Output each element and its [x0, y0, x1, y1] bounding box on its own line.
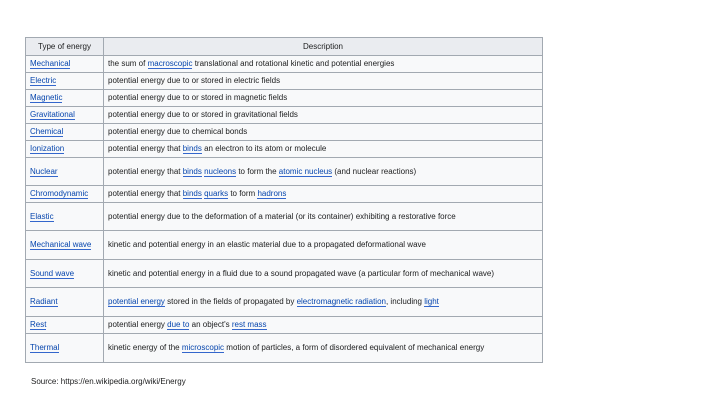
description-text: potential energy	[108, 320, 168, 329]
table-row	[26, 141, 543, 158]
description-text: potential energy due to or stored in magnetic fields	[108, 93, 288, 102]
energy-type-link[interactable]: Mechanical	[30, 59, 71, 68]
header-description: Description	[104, 38, 543, 56]
energy-type-link[interactable]: Magnetic	[30, 93, 63, 102]
description-link[interactable]: quarks	[204, 189, 229, 198]
source-citation: Source: https://en.wikipedia.org/wiki/Energy	[31, 377, 186, 386]
energy-type-cell	[26, 107, 104, 124]
description-text: motion of particles, a form of disordered equivalent of mechanical energy	[224, 343, 485, 352]
energy-type-cell	[26, 158, 104, 186]
description-text: stored in the fields of propagated by	[164, 297, 297, 306]
description-cell	[104, 56, 543, 73]
description-link[interactable]: binds	[182, 144, 202, 153]
description-cell	[104, 288, 543, 317]
description-text: an electron to its atom or molecule	[201, 144, 327, 153]
energy-type-link[interactable]: Sound wave	[30, 268, 75, 278]
energy-type-link[interactable]: Electric	[30, 76, 57, 85]
description-text: potential energy due to or stored in electric fields	[108, 76, 281, 85]
table-row	[26, 73, 543, 90]
energy-type-link[interactable]: Chromodynamic	[30, 189, 89, 198]
energy-types-table	[25, 37, 543, 363]
description-text: kinetic energy of the	[108, 343, 182, 352]
table-row	[26, 90, 543, 107]
description-text: potential energy due to or stored in gravitational fields	[108, 110, 298, 119]
description-cell	[104, 158, 543, 186]
table-row	[26, 231, 543, 260]
table-row	[26, 124, 543, 141]
description-cell	[104, 73, 543, 90]
energy-type-link[interactable]: Radiant	[30, 297, 58, 306]
energy-type-cell	[26, 90, 104, 107]
energy-type-link[interactable]: Ionization	[30, 144, 65, 153]
energy-type-link[interactable]: Mechanical wave	[30, 240, 92, 249]
energy-type-link[interactable]: Thermal	[30, 343, 60, 352]
description-link[interactable]: light	[424, 297, 439, 306]
energy-type-link[interactable]: Chemical	[30, 127, 64, 136]
description-text: kinetic and potential energy in a fluid due to a sound propagated wave (a particular form of mechanical wave)	[108, 268, 495, 278]
description-text: potential energy due to the deformation of a material (or its container) exhibiting a restorative force	[108, 211, 456, 221]
table-row	[26, 158, 543, 186]
energy-type-link[interactable]: Elastic	[30, 211, 54, 221]
description-link[interactable]: due to	[167, 320, 190, 329]
table-row	[26, 334, 543, 363]
description-text: translational and rotational kinetic and potential energies	[192, 59, 395, 68]
description-link[interactable]: microscopic	[181, 343, 225, 352]
energy-type-cell	[26, 186, 104, 203]
table-row	[26, 186, 543, 203]
table-row	[26, 288, 543, 317]
energy-type-cell	[26, 73, 104, 90]
table-row	[26, 203, 543, 231]
description-link[interactable]: nucleons	[204, 166, 237, 176]
description-text: , including	[385, 297, 425, 306]
header-type-of-energy: Type of energy	[26, 38, 104, 56]
description-cell	[104, 260, 543, 288]
table-row	[26, 107, 543, 124]
description-link[interactable]: binds	[182, 189, 202, 198]
energy-type-cell	[26, 56, 104, 73]
table-row	[26, 317, 543, 334]
description-cell	[104, 334, 543, 363]
energy-type-link[interactable]: Rest	[30, 320, 47, 329]
description-link[interactable]: hadrons	[257, 189, 287, 198]
description-link[interactable]: atomic nucleus	[278, 166, 333, 176]
description-text: potential energy that	[108, 144, 183, 153]
description-text: to form	[228, 189, 258, 198]
description-cell	[104, 107, 543, 124]
energy-type-cell	[26, 203, 104, 231]
table-row	[26, 56, 543, 73]
description-text: kinetic and potential energy in an elastic material due to a propagated deformational wave	[108, 240, 426, 249]
description-link[interactable]: binds	[182, 166, 202, 176]
description-text: to form the	[236, 166, 279, 176]
energy-type-link[interactable]: Gravitational	[30, 110, 75, 119]
description-cell	[104, 231, 543, 260]
energy-type-cell	[26, 260, 104, 288]
description-text: (and nuclear reactions)	[332, 166, 417, 176]
table-row	[26, 260, 543, 288]
description-cell	[104, 90, 543, 107]
description-cell	[104, 124, 543, 141]
description-text: potential energy that	[108, 166, 183, 176]
description-text: an object's	[189, 320, 232, 329]
description-text: the sum of	[108, 59, 148, 68]
table-header-row	[26, 38, 543, 56]
energy-type-cell	[26, 231, 104, 260]
description-link[interactable]: potential energy	[108, 297, 165, 306]
energy-type-cell	[26, 334, 104, 363]
energy-type-cell	[26, 124, 104, 141]
energy-type-link[interactable]: Nuclear	[30, 166, 58, 176]
description-link[interactable]: rest mass	[231, 320, 267, 329]
energy-type-cell	[26, 288, 104, 317]
description-cell	[104, 203, 543, 231]
energy-type-cell	[26, 317, 104, 334]
description-link[interactable]: electromagnetic radiation	[296, 297, 386, 306]
description-text: potential energy that	[108, 189, 183, 198]
description-cell	[104, 141, 543, 158]
description-link[interactable]: macroscopic	[147, 59, 193, 68]
energy-type-cell	[26, 141, 104, 158]
description-cell	[104, 186, 543, 203]
table-body	[26, 56, 543, 363]
description-cell	[104, 317, 543, 334]
description-text: potential energy due to chemical bonds	[108, 127, 248, 136]
